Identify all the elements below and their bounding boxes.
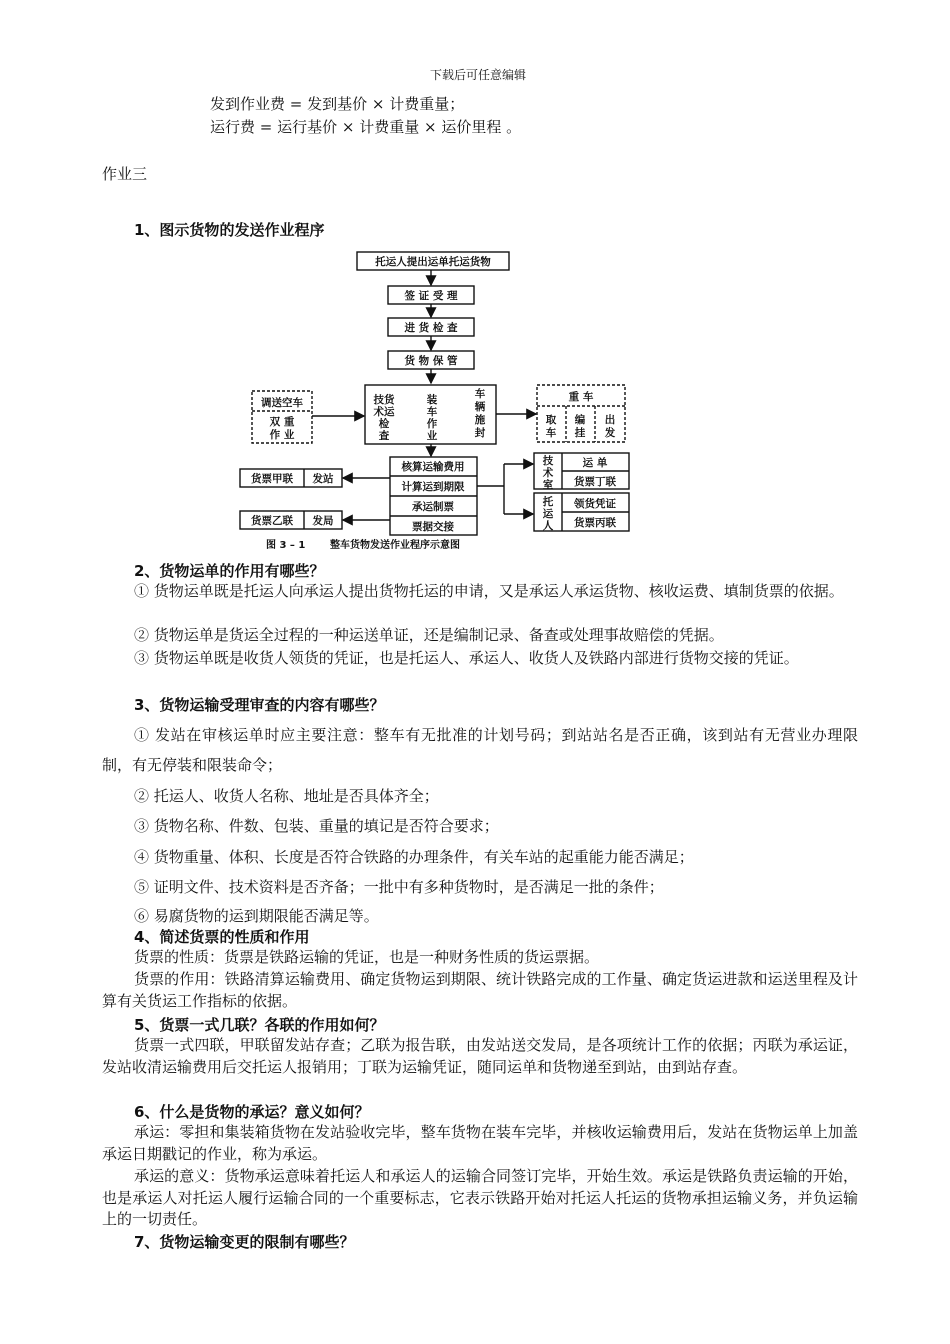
label-work: 作 业 — [269, 429, 295, 441]
q3-item-6: ⑥ 易腐货物的运到期限能否满足等。 — [134, 907, 379, 925]
q4-nature: 货票的性质：货票是铁路运输的凭证，也是一种财务性质的货运票据。 — [134, 948, 600, 966]
q4-title: 4、简述货票的性质和作用 — [134, 928, 310, 946]
fee-row-1: 计算运到期限 — [401, 481, 465, 493]
label-ticket-d: 货票丁联 — [574, 476, 616, 488]
center-col3-0: 车 — [474, 388, 486, 400]
section-title: 作业三 — [102, 165, 148, 183]
q3-title: 3、货物运输受理审查的内容有哪些？ — [134, 696, 385, 714]
tech-room-1: 术 — [542, 467, 554, 479]
depart-0: 出 — [604, 414, 616, 426]
center-col3-3: 封 — [474, 427, 486, 439]
caption: 整车货物发送作业程序示意图 — [330, 540, 460, 551]
label-top: 托运人提出运单托运货物 — [375, 256, 491, 268]
q3-item-4: ④ 货物重量、体积、长度是否符合铁路的办理条件，有关车站的起重能力能否满足； — [134, 848, 694, 866]
center-col2-1: 车 — [426, 406, 438, 418]
q3-item-2: ② 托运人、收货人名称、地址是否具体齐全； — [134, 787, 439, 805]
label-ticket-c: 货票丙联 — [574, 517, 616, 529]
q2-title: 2、货物运单的作用有哪些？ — [134, 562, 325, 580]
q2-item-1: ① 货物运单既是托运人向承运人提出货物托运的申请，又是承运人承运货物、核收运费、填制货票的依据。 — [134, 582, 844, 600]
compile-1: 挂 — [574, 427, 586, 439]
fee-row-3: 票据交接 — [412, 521, 454, 533]
q3-item-1: ① 发站在审核运单时应主要注意：整车有无批准的计划号码；到站站名是否正确，该到站有无营业办理限制，有无停装和限装命令； — [102, 726, 858, 774]
center-col1-1: 术运 — [373, 406, 395, 418]
formula-handling-fee: 发到作业费 = 发到基价 × 计费重量； — [210, 95, 465, 113]
label-bureau-send: 发局 — [312, 515, 334, 527]
tech-room-0: 技 — [542, 455, 554, 467]
tech-room-2: 室 — [542, 479, 554, 491]
q2-item-2: ② 货物运单是货运全过程的一种运送单证，还是编制记录、备查或处理事故赔偿的凭据。 — [134, 626, 724, 644]
dispatch-flowchart — [232, 248, 632, 554]
label-empty-car: 调送空车 — [261, 397, 303, 409]
q3-item-3: ③ 货物名称、件数、包装、重量的填记是否符合要求； — [134, 817, 499, 835]
q6-definition: 承运：零担和集装箱货物在发站验收完毕，整车货物在装车完毕，并核收运输费用后，发站在货物运单上加盖承运日期戳记的作业，称为承运。 — [102, 1123, 858, 1163]
label-ticket-b: 货票乙联 — [251, 515, 293, 527]
center-col1-2: 检 — [378, 418, 390, 430]
center-col3-2: 施 — [474, 414, 486, 426]
q5-title: 5、货票一式几联？各联的作用如何？ — [134, 1016, 385, 1034]
label-sign: 签 证 受 理 — [404, 290, 458, 302]
q6-meaning: 承运的意义：货物承运意味着托运人和承运人的运输合同签订完毕，开始生效。承运是铁路负责运输的开始，也是承运人对托运人履行运输合同的一个重要标志，它表示铁路开始对托运人托运的货物承担运输义务，并负运输上的一切责任。 — [102, 1167, 858, 1228]
center-col2-0: 装 — [426, 394, 438, 406]
q5-answer: 货票一式四联，甲联留发站存查；乙联为报告联，由发站送交发局，是各项统计工作的依据；丙联为承运证，发站收清运输费用后交托运人报销用；丁联为运输凭证，随同运单和货物递至到站，由到站存查。 — [102, 1036, 858, 1076]
label-heavy-car: 重 车 — [568, 391, 594, 403]
q7-title: 7、货物运输变更的限制有哪些？ — [134, 1233, 355, 1251]
page-header: 下载后可任意编辑 — [430, 68, 527, 82]
label-pickup: 领货凭证 — [574, 498, 616, 510]
label-station-send: 发站 — [312, 473, 334, 485]
fee-row-0: 核算运输费用 — [401, 461, 465, 473]
q6-title: 6、什么是货物的承运？意义如何？ — [134, 1103, 370, 1121]
formula-running-fee: 运行费 = 运行基价 × 计费重量 × 运价里程 。 — [210, 118, 522, 136]
compile-0: 编 — [574, 414, 586, 426]
take-car-0: 取 — [545, 414, 557, 426]
center-col2-2: 作 — [426, 418, 438, 430]
q3-item-5: ⑤ 证明文件、技术资料是否齐备；一批中有多种货物时，是否满足一批的条件； — [134, 878, 664, 896]
q2-item-3: ③ 货物运单既是收货人领货的凭证，也是托运人、承运人、收货人及铁路内部进行货物交接的凭证。 — [134, 649, 799, 667]
label-ticket-a: 货票甲联 — [251, 473, 293, 485]
center-col3-1: 辆 — [474, 401, 486, 413]
take-car-1: 车 — [545, 427, 557, 439]
shipper-1: 运 — [542, 508, 554, 520]
shipper-0: 托 — [542, 496, 554, 508]
label-double: 双 重 — [269, 416, 295, 428]
label-keep: 货 物 保 管 — [404, 355, 458, 367]
shipper-2: 人 — [542, 520, 554, 532]
label-waybill: 运 单 — [582, 457, 608, 469]
label-inspect: 进 货 检 查 — [404, 322, 458, 334]
q1-title: 1、图示货物的发送作业程序 — [134, 221, 325, 239]
fee-row-2: 承运制票 — [412, 501, 454, 513]
center-col1-3: 查 — [378, 430, 390, 442]
center-col1-0: 技货 — [373, 394, 395, 406]
center-col2-3: 业 — [426, 430, 438, 442]
q4-use: 货票的作用：铁路清算运输费用、确定货物运到期限、统计铁路完成的工作量、确定货运进款和运送里程及计算有关货运工作指标的依据。 — [102, 970, 858, 1010]
caption-num: 图 3 – 1 — [266, 540, 306, 551]
depart-1: 发 — [604, 427, 616, 439]
